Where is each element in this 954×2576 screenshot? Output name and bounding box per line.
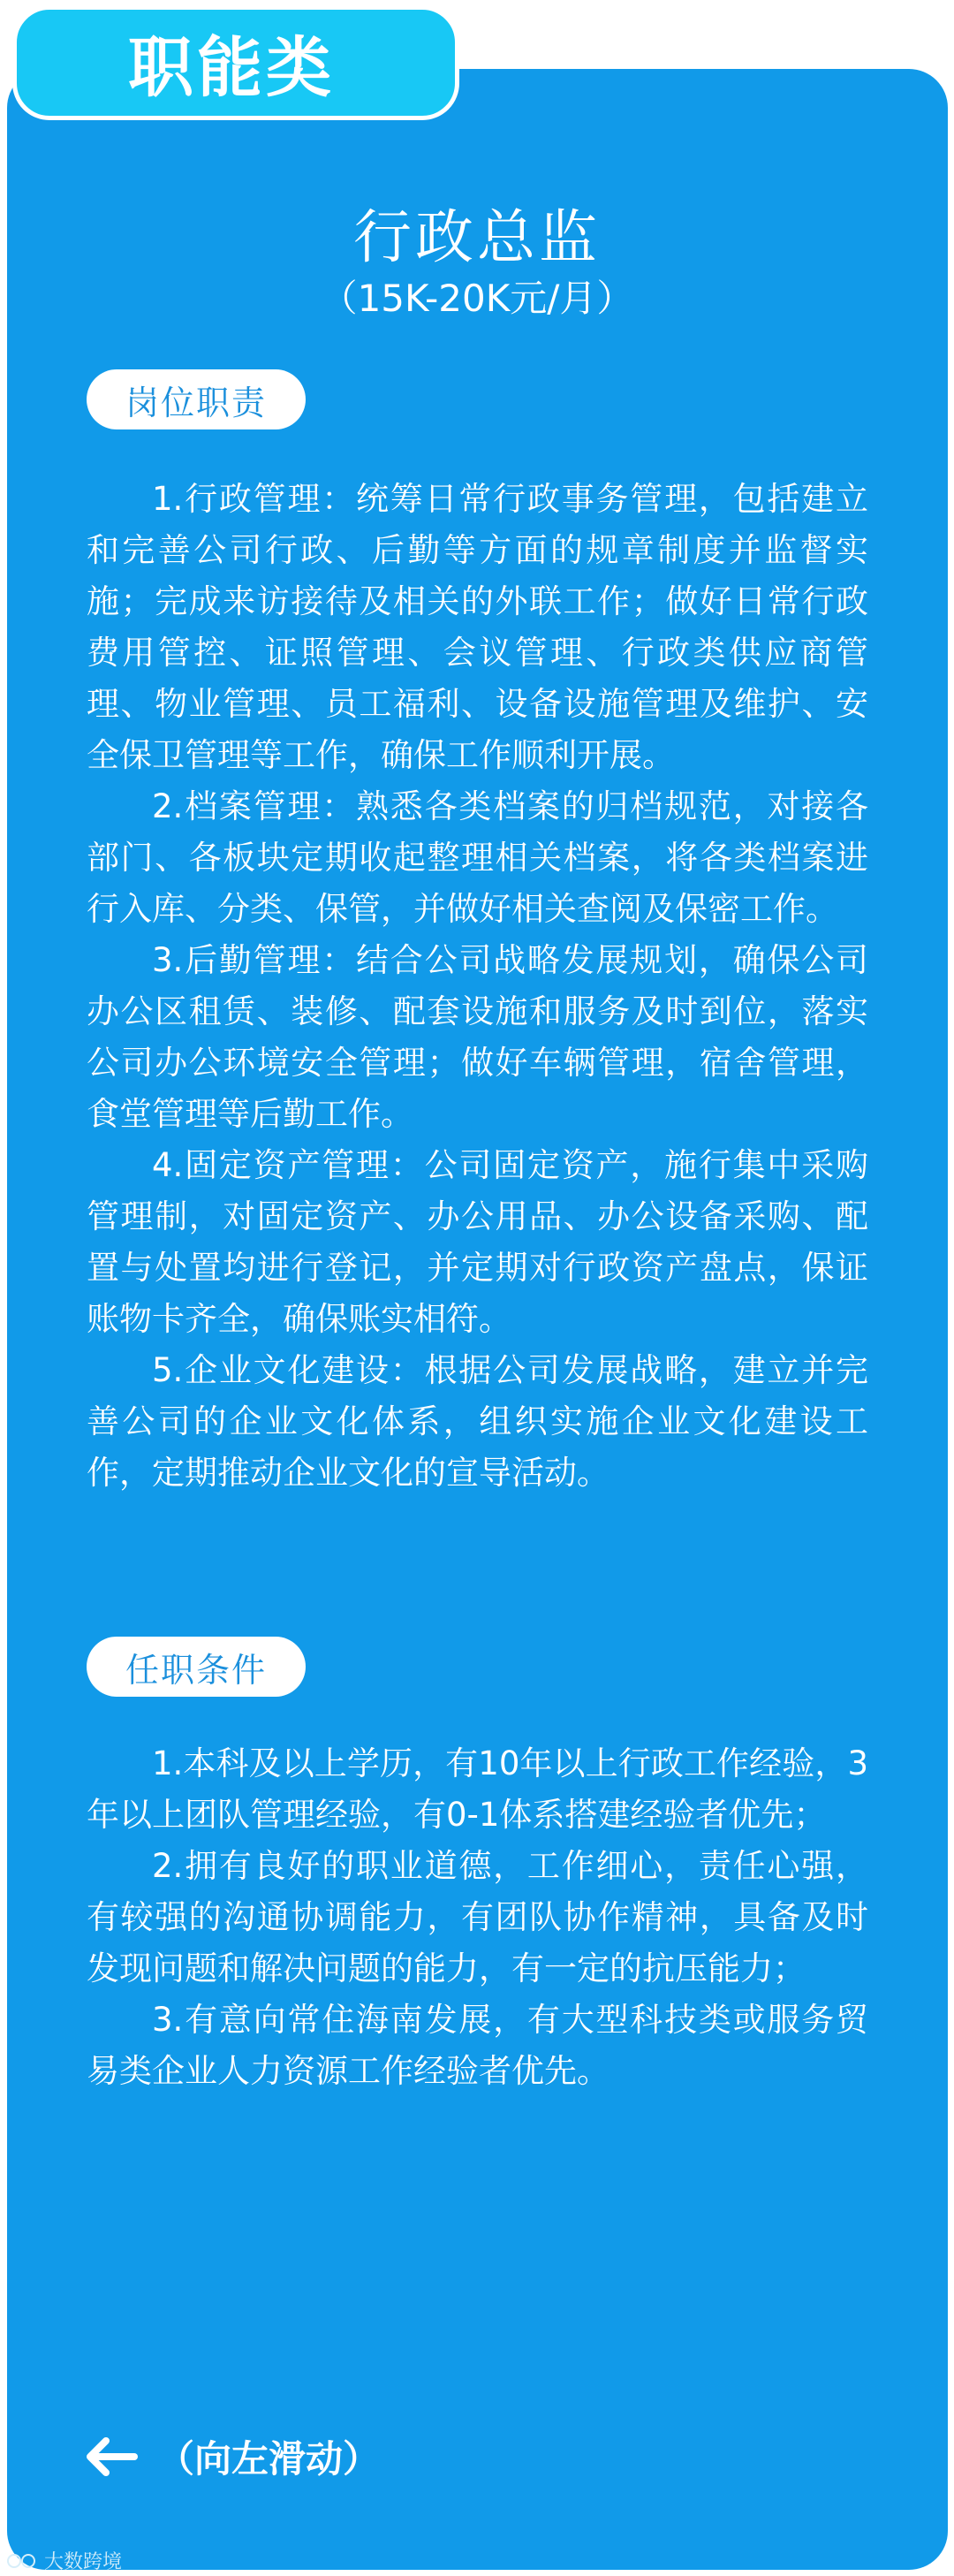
responsibilities-heading: 岗位职责 [125,383,267,422]
responsibility-item: 5.企业文化建设：根据公司发展战略，建立并完善公司的企业文化体系，组织实施企业文化建设工作，定期推动企业文化的宣导活动。 [87,1351,868,1492]
category-tab [12,5,459,120]
watermark [5,2547,122,2574]
responsibility-item: 2.档案管理：熟悉各类档案的归档规范，对接各部门、各板块定期收起整理相关档案，将各类档案进行入库、分类、保管，并做好相关查阅及保密工作。 [87,787,868,928]
category-label: 职能类 [128,30,335,106]
watermark-text: 大数跨境 [44,2551,123,2573]
arrow-left-icon [85,2437,138,2476]
watermark-logo-icon [5,2550,41,2572]
requirement-item: 2.拥有良好的职业道德，工作细心，责任心强，有较强的沟通协调能力，有团队协作精神，具备及时发现问题和解决问题的能力，有一定的抗压能力； [87,1847,868,1987]
swipe-hint[interactable] [85,2430,380,2483]
swipe-hint-label: （向左滑动） [157,2437,381,2481]
requirement-item: 3.有意向常住海南发展，有大型科技类或服务贸易类企业人力资源工作经验者优先。 [87,2001,868,2090]
job-title: 行政总监 [353,203,601,271]
requirement-item: 1.本科及以上学历，有10年以上行政工作经验，3年以上团队管理经验，有0-1体系搭建经验者优先； [87,1744,868,1834]
responsibility-item: 3.后勤管理：结合公司战略发展规划，确保公司办公区租赁、装修、配套设施和服务及时到位，落实公司办公环境安全管理；做好车辆管理，宿舍管理，食堂管理等后勤工作。 [87,941,868,1133]
responsibility-item: 1.行政管理：统筹日常行政事务管理，包括建立和完善公司行政、后勤等方面的规章制度并监督实施；完成来访接待及相关的外联工作；做好日常行政费用管控、证照管理、会议管理、行政类供应商管理、物业管理、员工福利、设备设施管理及维护、安全保卫管理等工作，确保工作顺利开展。 [87,480,868,774]
responsibility-item: 4.固定资产管理：公司固定资产，施行集中采购管理制，对固定资产、办公用品、办公设备采购、配置与处置均进行登记，并定期对行政资产盘点，保证账物卡齐全，确保账实相符。 [87,1146,868,1338]
requirements-heading-pill [87,1637,306,1697]
salary-range: （15K-20K元/月） [320,277,634,320]
responsibilities-list [87,474,868,1499]
requirements-list [87,1738,868,2097]
responsibilities-heading-pill [87,369,306,429]
requirements-heading: 任职条件 [125,1650,267,1690]
